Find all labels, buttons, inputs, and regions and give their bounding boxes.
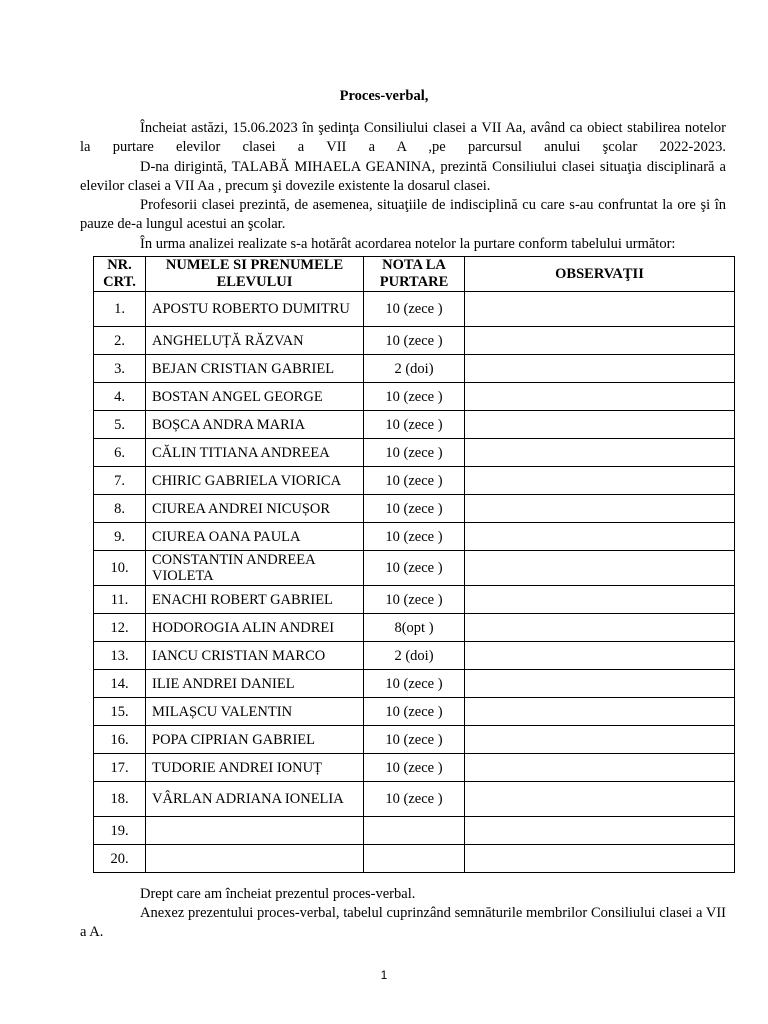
notes-cell <box>465 355 735 383</box>
table-row <box>94 642 735 670</box>
table-row <box>94 439 735 467</box>
grade-cell: 2 (doi) <box>364 642 465 670</box>
grade-cell: 10 (zece ) <box>364 383 465 411</box>
intro-paragraph: D-na dirigintă, TALABĂ MIHAELA GEANINA, prezintă Consiliului clasei situaţia disciplinară a elevilor clasei a VII Aa , precum şi dovezile existente la dosarul clasei. <box>80 158 726 194</box>
notes-cell <box>465 782 735 817</box>
table-row <box>94 698 735 726</box>
header-grade: NOTA LA PURTARE <box>364 257 465 292</box>
table-row <box>94 551 735 586</box>
table-row <box>94 523 735 551</box>
nr-cell: 19. <box>94 817 146 845</box>
closing-paragraph: Drept care am încheiat prezentul proces-verbal. <box>140 886 416 902</box>
notes-cell <box>465 523 735 551</box>
intro-paragraphs <box>80 119 726 254</box>
grade-cell: 10 (zece ) <box>364 292 465 327</box>
name-cell: IANCU CRISTIAN MARCO <box>146 642 364 670</box>
name-cell: POPA CIPRIAN GABRIEL <box>146 726 364 754</box>
table-row <box>94 754 735 782</box>
nr-cell: 6. <box>94 439 146 467</box>
name-cell: APOSTU ROBERTO DUMITRU <box>146 292 364 327</box>
name-cell: HODOROGIA ALIN ANDREI <box>146 614 364 642</box>
notes-cell <box>465 642 735 670</box>
header-notes: OBSERVAŢII <box>465 257 735 292</box>
name-cell: CIUREA OANA PAULA <box>146 523 364 551</box>
table-row <box>94 845 735 873</box>
nr-cell: 13. <box>94 642 146 670</box>
notes-cell <box>465 327 735 355</box>
grade-cell: 10 (zece ) <box>364 698 465 726</box>
notes-cell <box>465 411 735 439</box>
intro-paragraph: Încheiat astăzi, 15.06.2023 în şedinţa Consiliului clasei a VII Aa, având ca obiect stabilirea notelor la purtare elevilor clasei a VII a A ,pe parcursul anului şcolar 2022-2023. <box>80 120 726 156</box>
notes-cell <box>465 817 735 845</box>
closing-paragraph: Anexez prezentului proces-verbal, tabelul cuprinzând semnăturile membrilor Consiliului clasei a VII a A. <box>80 905 726 940</box>
document-title: Proces-verbal, <box>339 88 429 104</box>
nr-cell: 8. <box>94 495 146 523</box>
grade-cell <box>364 817 465 845</box>
notes-cell <box>465 670 735 698</box>
table-header-row <box>94 257 735 292</box>
grade-cell: 10 (zece ) <box>364 586 465 614</box>
table-row <box>94 495 735 523</box>
name-cell: MILAȘCU VALENTIN <box>146 698 364 726</box>
name-cell: CHIRIC GABRIELA VIORICA <box>146 467 364 495</box>
notes-cell <box>465 495 735 523</box>
nr-cell: 12. <box>94 614 146 642</box>
name-cell: BEJAN CRISTIAN GABRIEL <box>146 355 364 383</box>
table-row <box>94 782 735 817</box>
nr-cell: 17. <box>94 754 146 782</box>
table-row <box>94 327 735 355</box>
notes-cell <box>465 551 735 586</box>
grade-cell: 10 (zece ) <box>364 327 465 355</box>
intro-paragraph: În urma analizei realizate s-a hotărât acordarea notelor la purtare conform tabelului următor: <box>140 235 676 252</box>
name-cell: TUDORIE ANDREI IONUȚ <box>146 754 364 782</box>
notes-cell <box>465 586 735 614</box>
name-cell: CONSTANTIN ANDREEA VIOLETA <box>146 551 364 586</box>
table-row <box>94 292 735 327</box>
nr-cell: 11. <box>94 586 146 614</box>
nr-cell: 16. <box>94 726 146 754</box>
table-row <box>94 411 735 439</box>
table-body <box>94 292 735 873</box>
name-cell: BOȘCA ANDRA MARIA <box>146 411 364 439</box>
grade-cell: 10 (zece ) <box>364 439 465 467</box>
nr-cell: 5. <box>94 411 146 439</box>
grade-cell: 10 (zece ) <box>364 495 465 523</box>
table-row <box>94 383 735 411</box>
page-number: 1 <box>380 968 388 982</box>
name-cell <box>146 817 364 845</box>
grade-cell: 10 (zece ) <box>364 670 465 698</box>
nr-cell: 18. <box>94 782 146 817</box>
header-name: NUMELE SI PRENUMELE ELEVULUI <box>146 257 364 292</box>
grades-table <box>93 256 735 873</box>
notes-cell <box>465 292 735 327</box>
name-cell: CIUREA ANDREI NICUȘOR <box>146 495 364 523</box>
grade-cell: 10 (zece ) <box>364 411 465 439</box>
grade-cell: 2 (doi) <box>364 355 465 383</box>
nr-cell: 14. <box>94 670 146 698</box>
table-row <box>94 467 735 495</box>
grade-cell: 10 (zece ) <box>364 467 465 495</box>
table-row <box>94 670 735 698</box>
notes-cell <box>465 845 735 873</box>
nr-cell: 7. <box>94 467 146 495</box>
intro-paragraph: Profesorii clasei prezintă, de asemenea, situaţiile de indisciplină cu care s-au confruntat la ore şi în pauze de-a lungul acestui an şcolar. <box>80 197 726 233</box>
table-row <box>94 817 735 845</box>
name-cell: VÂRLAN ADRIANA IONELIA <box>146 782 364 817</box>
grade-cell: 8(opt ) <box>364 614 465 642</box>
notes-cell <box>465 698 735 726</box>
notes-cell <box>465 754 735 782</box>
grade-cell: 10 (zece ) <box>364 551 465 586</box>
notes-cell <box>465 439 735 467</box>
table-row <box>94 726 735 754</box>
nr-cell: 1. <box>94 292 146 327</box>
name-cell: ANGHELUȚĂ RĂZVAN <box>146 327 364 355</box>
grade-cell: 10 (zece ) <box>364 726 465 754</box>
nr-cell: 3. <box>94 355 146 383</box>
nr-cell: 2. <box>94 327 146 355</box>
table-row <box>94 586 735 614</box>
name-cell: ENACHI ROBERT GABRIEL <box>146 586 364 614</box>
grade-cell: 10 (zece ) <box>364 754 465 782</box>
nr-cell: 4. <box>94 383 146 411</box>
notes-cell <box>465 383 735 411</box>
notes-cell <box>465 614 735 642</box>
table-row <box>94 355 735 383</box>
name-cell: ILIE ANDREI DANIEL <box>146 670 364 698</box>
nr-cell: 15. <box>94 698 146 726</box>
name-cell: CĂLIN TITIANA ANDREEA <box>146 439 364 467</box>
nr-cell: 10. <box>94 551 146 586</box>
header-nr: NR. CRT. <box>94 257 146 292</box>
grade-cell: 10 (zece ) <box>364 782 465 817</box>
name-cell <box>146 845 364 873</box>
name-cell: BOSTAN ANGEL GEORGE <box>146 383 364 411</box>
table-row <box>94 614 735 642</box>
notes-cell <box>465 726 735 754</box>
closing-paragraphs <box>80 885 726 942</box>
nr-cell: 20. <box>94 845 146 873</box>
grade-cell <box>364 845 465 873</box>
grade-cell: 10 (zece ) <box>364 523 465 551</box>
nr-cell: 9. <box>94 523 146 551</box>
notes-cell <box>465 467 735 495</box>
